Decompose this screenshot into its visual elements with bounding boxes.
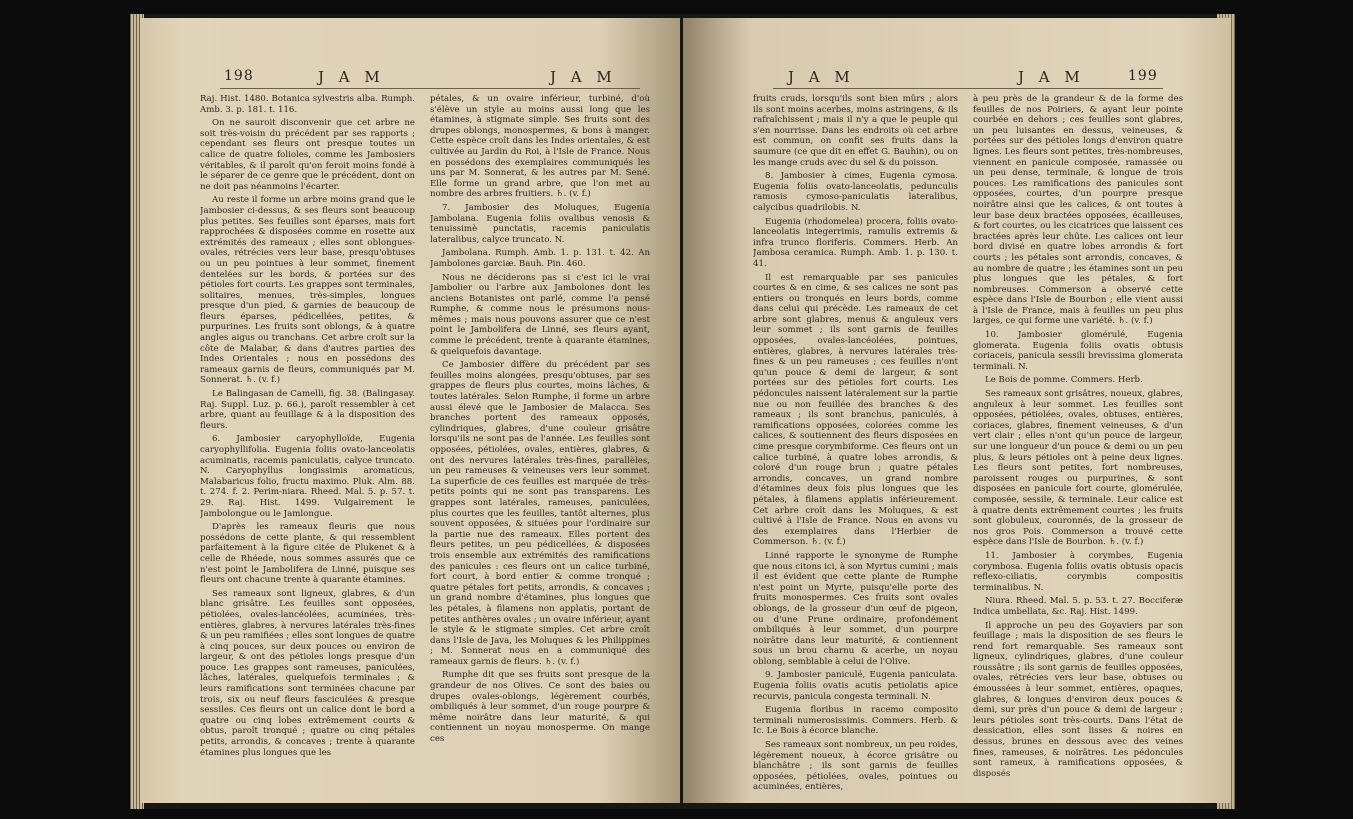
paragraph: Ses rameaux sont grisâtres, noueux, glabres, anguleux à leur sommet. Les feuilles sont opposées, pétiolées, ovales, obtuses, entières, coriaces, glabres, finement veineuses, & d'un vert clair ; elles n'ont qu'un pouce de largeur, sur une longueur d'un pouce & demi ou un peu plus, & leurs pétioles ont à peine deux lignes. Les fleurs sont petites, fort nombreuses, paroissent rouges ou purpurines, & sont disposées en panicule fort courte, glomérulée, composée, sessile, & terminale. Leur calice est à quatre dents extrêmement courtes ; les fruits sont globuleux, couronnés, de la grosseur de nos gros Pois. Commerson a trouvé cette espèce dans l'Isle de Bourbon. ♄. (v. f.) [973,389,1183,548]
page-number: 198 [224,68,254,84]
paragraph: Nous ne déciderons pas si c'est ici le vrai Jambolier ou l'arbre aux Jambolones dont les anciens Botanistes ont parlé, comme l'a pensé Rumphe, & comme nous le présumons nous-mêmes ; mais nous pouvons assurer que ce n'est point le Jambolifera de Linné, ses fleurs ayant, comme le précédent, trente à quarante étamines, & quelquefois davantage. [430,272,650,357]
left-column-1 [200,94,415,794]
paragraph: 11. Jambosier à corymbes, Eugenia corymbosa. Eugenia foliis ovatis obtusis opacis reflexo-ciliatis, corymbis compositis terminalibus. N. [973,550,1183,593]
open-book [130,14,1235,809]
paragraph: 10. Jambosier glomérulé, Eugenia glomerata. Eugenia foliis ovatis obtusis coriaceis, panicula sessili brevissima glomerata terminali. N. [973,330,1183,372]
paragraph: Il approche un peu des Goyaviers par son feuillage ; mais la disposition de ses fleurs le rend fort remarquable. Ses rameaux sont ligneux, cylindriques, glabres, d'une couleur roussâtre ; ils sont garnis de feuilles opposées, ovales, rétrécies vers leur base, obtuses ou émoussées à leur sommet, entières, opaques, glabres, & longues d'environ deux pouces & demi, sur près d'un pouce & demi de largeur ; leurs pétioles sont très-courts. Dans l'état de dessication, elles sont lisses & noires en dessus, brunes en dessous avec des veines fines, rameuses, & noirâtres. Les pédoncules sont rameux, à ramifications opposées, & disposés [973,620,1183,779]
paragraph: D'après les rameaux fleuris que nous possédons de cette plante, & qui ressemblent parfaitement à la figure citée de Plukenet & à celle de Rhéede, nous sommes assurés que ce n'est point le Jambolifera de Linné, puisque ses fleurs ont chacune trente à quarante étamines. [200,522,415,586]
right-column-1 [753,94,958,794]
right-page [683,18,1231,803]
paragraph: Linné rapporte le synonyme de Rumphe que nous citons ici, à son Myrtus cumini ; mais il est évident que cette plante de Rumphe n'est point un Myrte, puisqu'elle porte des fruits monospermes. Ces fruits sont ovales oblongs, de la grosseur d'un œuf de pigeon, ou d'une Prune ordinaire, profondément ombiliqués à leur sommet, d'un pourpre noirâtre dans leur maturité, & contiennent sous un brou charnu & acerbe, un noyau oblong, semblable à celui de l'Olive. [753,550,958,667]
page-number: 199 [1128,68,1158,84]
paragraph: Eugenia (rhodomelea) procera, foliis ovato-lanceolatis integerrimis, ramulis extremis & infra trunco floriferis. Commers. Herb. An Jambosa ceramica. Rumph. Amb. 1. p. 130. t. 41. [753,216,958,269]
paragraph: Ses rameaux sont nombreux, un peu roides, légèrement noueux, à écorce grisâtre ou blanchâtre ; ils sont garnis de feuilles opposées, pétiolées, ovales, pointues ou acuminées, entières, [753,740,958,793]
left-column-2 [430,94,650,794]
running-head: J A M [788,68,855,86]
paragraph: Le Bois de pomme. Commers. Herb. [985,375,1143,386]
paragraph: On ne sauroit disconvenir que cet arbre ne soit très-voisin du précédent par ses rapports ; cependant ses fleurs ont presque toutes un calice de quatre folioles, comme les Jambosiers véritables, & il paroît qu'on feroit moins fondé à le séparer de ce genre que le précédent, dont on ne doit pas néanmoins l'écarter. [200,118,415,192]
paragraph: Raj. Hist. 1480. Botanica sylvestris alba. Rumph. Amb. 3. p. 181. t. 116. [200,94,415,115]
paragraph: 8. Jambosier à cimes, Eugenia cymosa. Eugenia foliis ovato-lanceolatis, pedunculis ramosis cymoso-paniculatis lateralibus, calycibus quadrilobis. N. [753,171,958,213]
paragraph: pétales, & un ovaire inférieur, turbiné, d'où s'élève un style au moins aussi long que les étamines, à stigmate simple. Ses fruits sont des drupes oblongs, monospermes, & bons à manger. Cette espèce croît dans les Indes orientales, & est cultivée au Jardin du Roi, à l'Isle de France. Nous en possédons des exemplaires communiqués les uns par M. Sonnerat, & les autres par M. Sené. Elle forme un grand arbre, que l'on met au nombre des arbres fruitiers. ♄. (v. f.) [430,94,650,200]
paragraph: Rumphe dit que ses fruits sont presque de la grandeur de nos Olives. Ce sont des baies ou drupes ovales-oblongs, légèrement courbés, ombiliqués à leur sommet, d'un rouge pourpre & même noirâtre dans leur maturité, & qui contiennent un noyau monosperme. On mange ces [430,670,650,745]
paragraph: Ses rameaux sont ligneux, glabres, & d'un blanc grisâtre. Les feuilles sont opposées, pétiolées, ovales-lancéolées, acuminées, très-entières, glabres, à nervures latérales très-fines & un peu ramifiées ; elles sont longues de quatre à cinq pouces, sur deux pouces ou environ de largeur, & ont des pétioles longs presque d'un pouce. Les grappes sont rameuses, paniculées, lâches, latérales, quelquefois terminales ; & leurs ramifications sont terminées chacune par trois, six ou neuf fleurs fasciculées & presque sessiles. Ces fleurs ont un calice dont le bord a quatre ou cinq lobes extrêmement courts & obtus, paroît tronqué ; quatre ou cinq pétales petits, arrondis, & concaves ; trente à quarante étamines plus longues que les [200,588,415,758]
paragraph: Il est remarquable par ses panicules courtes & en cime, & ses calices ne sont pas entiers ou tronqués en leurs bords, comme dans celui qui précède. Les rameaux de cet arbre sont glabres, menus & anguleux vers leur sommet ; ils sont garnis de feuilles opposées, ovales-lancéolées, pointues, entières, glabres, à nervures latérales très-fines & un peu rameuses ; ces feuilles n'ont qu'un pouce & demi de largeur, & sont portées sur des pétioles fort courts. Les pédoncules naissent latéralement sur la partie nue ou non feuillée des branches & des rameaux ; ils sont branchus, paniculés, à ramifications opposées, colorées comme les calices, & soutiennent des fleurs disposées en cime presque corymbiforme. Ces fleurs ont un calice turbiné, à quatre lobes arrondis, & coloré d'un rouge brun ; quatre pétales arrondis, concaves, un grand nombre d'étamines deux fois plus longues que les pétales, à filamens applatis inférieurement. Cet arbre croît dans les Moluques, & est cultivé à l'Isle de France. Nous en avons vu des exemplaires dans l'Herbier de Commerson. ♄. (v. f.) [753,272,958,548]
paragraph: Le Balingasan de Camelli, fig. 38. (Balingasay. Raj. Suppl. Luz. p. 66.), paroît ressembler à cet arbre, quant au feuillage & à la disposition des fleurs. [200,389,415,431]
paragraph: 6. Jambosier caryophylloïde, Eugenia caryophyllifolia. Eugenia foliis ovato-lanceolatis acuminatis, racemis paniculatis, calyce truncato. N. Caryophyllus longissimis aromaticus, Malabaricus folio, fructu maximo. Pluk. Alm. 88. t. 274. f. 2. Perim-niara. Rheed. Mal. 5. p. 57. t. 29. Raj. Hist. 1499. Vulgairement le Jambolongue ou le Jamlongue. [200,434,415,519]
paragraph: 9. Jambosier paniculé, Eugenia paniculata. Eugenia foliis ovatis acutis petiolatis apice recurvis, panicula congesta terminali. N. [753,670,958,702]
running-head: J A M [1018,68,1085,86]
paragraph: Ce Jambosier diffère du précédent par ses feuilles moins alongées, presqu'obtuses, par ses grappes de fleurs plus courtes, moins lâches, & toutes latérales. Selon Rumphe, il forme un arbre aussi élevé que le Jambosier de Malacca. Ses branches portent des rameaux opposés, cylindriques, glabres, d'une couleur grisâtre lorsqu'ils ne sont pas de l'année. Les feuilles sont opposées, pétiolées, ovales, entières, glabres, & ont des nervures latérales très-fines, parallèles, un peu rameuses & veineuses vers leur sommet. La superficie de ces feuilles est marquée de très-petits points qui ne sont pas transparens. Les grappes sont latérales, rameuses, paniculées, plus courtes que les feuilles, tantôt alternes, plus souvent opposées, & situées pour l'ordinaire sur la partie nue des rameaux. Elles portent des fleurs petites, un peu pédicellées, & disposées trois ensemble aux extrémités des ramifications des panicules : ces fleurs ont un calice turbiné, fort court, à bord entier & comme tronqué ; quatre pétales fort petits, arrondis, & concaves ; un grand nombre d'étamines, plus longues que les pétales, à filamens non applatis, portant de petites anthères ovales ; un ovaire inférieur, ayant le style & le stigmate simples. Cet arbre croît dans l'Isle de Java, les Moluques & les Philippines ; M. Sonnerat nous en a communiqué des rameaux garnis de fleurs. ♄. (v. f.) [430,360,650,667]
paragraph: fruits cruds, lorsqu'ils sont bien mûrs ; alors ils sont moins acerbes, moins astringens, & ils rafraîchissent ; mais il n'y a que le peuple qui s'en nourrisse. Dans les endroits où cet arbre est commun, on confit ses fruits dans la saumure (ce que dit en effet G. Bauhin), ou on les mange cruds avec du sel & du poisson. [753,94,958,168]
paragraph: Au reste il forme un arbre moins grand que le Jambosier ci-dessus, & ses fleurs sont beaucoup plus petites. Ses feuilles sont éparses, mais fort rapprochées & disposées comme en rosette aux extrémités des rameaux ; elles sont oblongues-ovales, rétrécies vers leur base, presqu'obtuses ou un peu pointues à leur sommet, finement dentelées sur les bords, & portées sur des pétioles fort courts. Les grappes sont terminales, solitaires, menues, très-simples, longues presque d'un pied, & garnies de beaucoup de fleurs éparses, pédicellées, petites, & purpurines. Les fruits sont oblongs, & à quatre angles aigus ou tranchans. Cet arbre croît sur la côte de Malabar, & dans d'autres parties des Indes Orientales ; nous en possédons des rameaux garnis de fleurs, communiqués par M. Sonnerat. ♄. (v. f.) [200,195,415,386]
paragraph: Niura. Rheed. Mal. 5. p. 53. t. 27. Bocciferæ Indica umbellata, &c. Raj. Hist. 1499. [973,596,1183,617]
header-rule [773,88,1163,89]
right-column-2 [973,94,1183,794]
paragraph: Eugenia floribus in racemo composito terminali numerosissimis. Commers. Herb. & Ic. Le Bois à écorce blanche. [753,705,958,737]
paragraph: à peu près de la grandeur & de la forme des feuilles de nos Poiriers, & ayant leur pointe courbée en dehors ; ces feuilles sont glabres, un peu luisantes en dessus, veineuses, & portées sur des pétioles longs d'environ quatre lignes. Les fleurs sont petites, très-nombreuses, viennent en panicule composée, ramassée ou un peu dense, terminale, & longue de trois pouces. Les ramifications des panicules sont opposées, courtes, d'un pourpre presque noirâtre ainsi que les calices, & ont toutes à leur base deux bractées opposées, écailleuses, & fort courtes, ou les cicatrices que laissent ces bractées après leur chûte. Les calices ont leur bord divisé en quatre lobes arrondis & fort courts ; les pétales sont arrondis, concaves, & au nombre de quatre ; les étamines sont un peu plus longues que les pétales, & fort nombreuses. Commerson a observé cette espèce dans l'Isle de Bourbon ; elle vient aussi à l'Isle de France, mais à feuilles un peu plus larges, ce qui forme une variété. ♄. (v. f.) [973,94,1183,327]
paragraph: 7. Jambosier des Moluques, Eugenia Jambolana. Eugenia foliis ovalibus venosis & tenuissimè punctatis, racemis paniculatis lateralibus, calyce truncato. N. [430,202,650,245]
paragraph: Jambolana. Rumph. Amb. 1. p. 131. t. 42. An Jambolones garciæ. Bauh. Pin. 460. [430,248,650,269]
running-head: J A M [318,68,385,86]
header-rule [220,88,640,89]
left-page [140,18,680,803]
running-head: J A M [550,68,617,86]
